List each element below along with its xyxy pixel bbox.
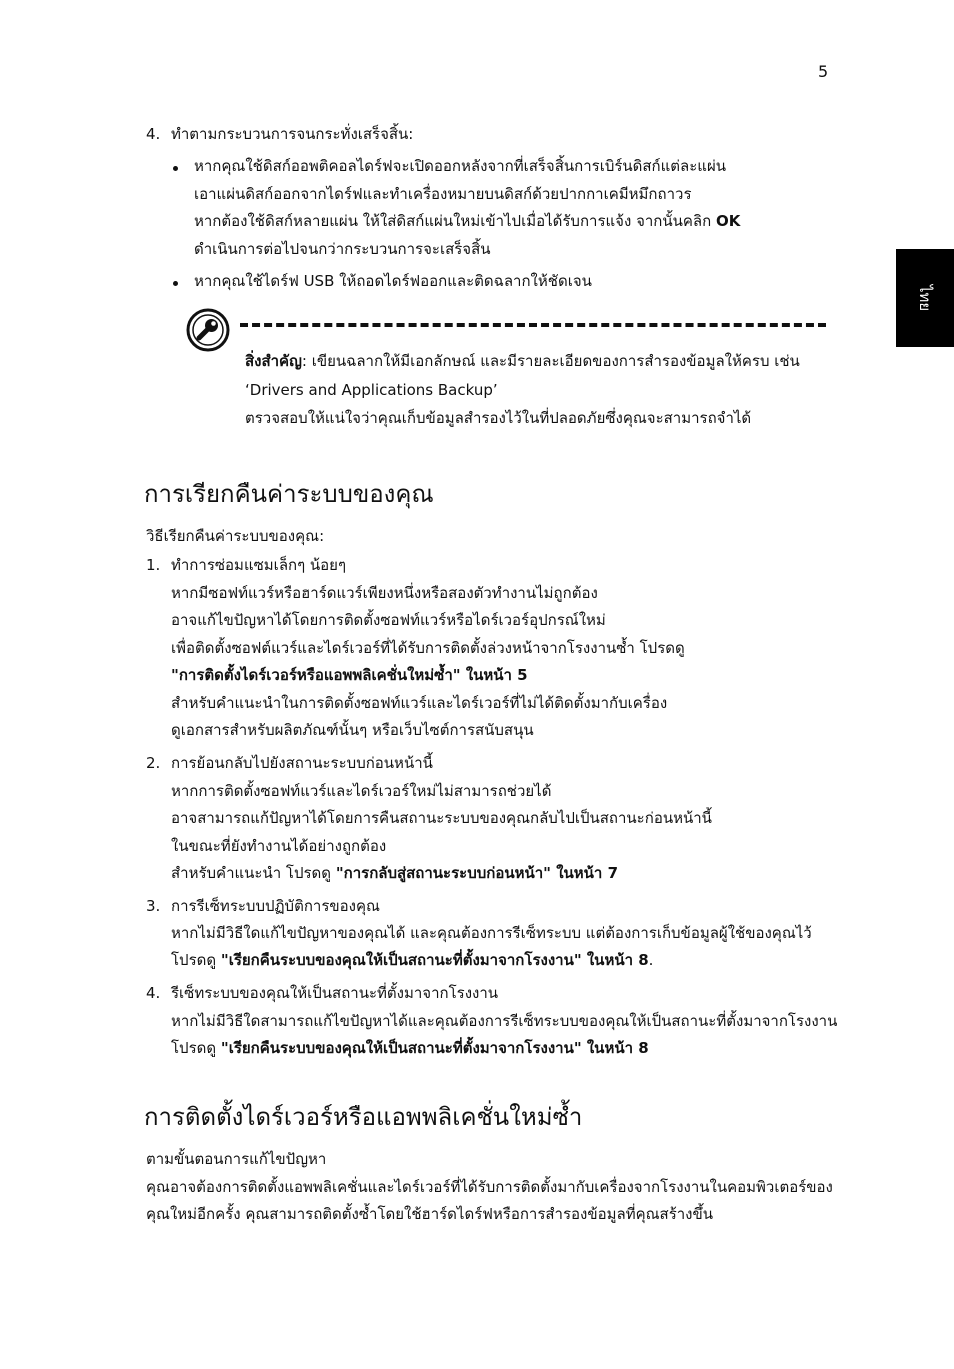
page-number: 5 (818, 62, 829, 81)
item-4-line-1: หากไม่มีวิธีใดสามารถแก้ไขปัญหาได้และคุณต้องการรีเซ็ทระบบของคุณให้เป็นสถานะที่ตั้งมาจากโรงงาน (171, 1012, 838, 1030)
important-label: สิ่งสำคัญ (245, 352, 302, 370)
item-1-title: ทำการซ่อมแซมเล็กๆ น้อยๆ (171, 556, 347, 574)
item-1-reference-link[interactable]: "การติดตั้งไดร์เวอร์หรือแอพพลิเคชั่นใหม่ซ้ำ" ในหน้า 5 (171, 666, 528, 684)
wrench-icon (186, 308, 230, 352)
item-2-line-4-text: สำหรับคำแนะนำ โปรดดู (171, 864, 336, 882)
item-2-reference-link[interactable]: "การกลับสู่สถานะระบบก่อนหน้า" ในหน้า 7 (335, 864, 619, 882)
item-2-line-2: อาจสามารถแก้ปัญหาได้โดยการคืนสถานะระบบของคุณกลับไปเป็นสถานะก่อนหน้านี้ (171, 809, 712, 827)
note-line-1-text: : เขียนฉลากให้มีเอกลักษณ์ และมีรายละเอียดของการสำรองข้อมูลให้ครบ เช่น (301, 352, 800, 370)
item-3-line-2-text: โปรดดู (171, 951, 221, 969)
item-2-line-1: หากการติดตั้งซอฟท์แวร์และไดร์เวอร์ใหม่ไม่สามารถช่วยได้ (171, 782, 552, 800)
item-4-number: 4. (146, 984, 161, 1002)
item-4-line-2 (171, 1039, 649, 1057)
bullet-dot (173, 281, 178, 286)
section-1-intro: วิธีเรียกคืนค่าระบบของคุณ: (146, 527, 325, 545)
item-3-line-1: หากไม่มีวิธีใดแก้ไขปัญหาของคุณได้ และคุณต้องการรีเซ็ทระบบ แต่ต้องการเก็บข้อมูลผู้ใช้ของคุณไว้ (171, 924, 812, 942)
section-2-line-1: คุณอาจต้องการติดตั้งแอพพลิเคชั่นและไดร์เวอร์ที่ได้รับการติดตั้งมากับเครื่องจากโรงงานในคอมพิวเตอร์ของ (146, 1178, 833, 1196)
section-heading-reinstall: การติดตั้งไดร์เวอร์หรือแอพพลิเคชั่นใหม่ซ้ำ (144, 1103, 583, 1131)
bullet-dot (173, 166, 178, 171)
item-3-reference-link[interactable]: "เรียกคืนระบบของคุณให้เป็นสถานะที่ตั้งมาจากโรงงาน" ในหน้า 8 (220, 951, 649, 969)
bullet-1-line-3 (194, 212, 740, 230)
item-3-line-2 (171, 951, 653, 969)
step-4-text: ทำตามกระบวนการจนกระทั่งเสร็จสิ้น: (171, 125, 414, 143)
item-1-line-6: ดูเอกสารสำหรับผลิตภัณฑ์นั้นๆ หรือเว็บไซต์การสนับสนุน (171, 721, 534, 739)
section-2-intro: ตามขั้นตอนการแก้ไขปัญหา (146, 1150, 327, 1168)
item-4-title: รีเซ็ทระบบของคุณให้เป็นสถานะที่ตั้งมาจากโรงงาน (171, 984, 499, 1002)
item-2-title: การย้อนกลับไปยังสถานะระบบก่อนหน้านี้ (171, 754, 433, 772)
ok-label: OK (715, 212, 741, 230)
item-4-line-2-text: โปรดดู (171, 1039, 221, 1057)
note-line-2: ‘Drivers and Applications Backup’ (245, 381, 498, 399)
item-1-line-2: อาจแก้ไขปัญหาได้โดยการติดตั้งซอฟท์แวร์หรือไดร์เวอร์อุปกรณ์ใหม่ (171, 611, 606, 629)
item-2-line-4 (171, 864, 618, 882)
item-1-line-5: สำหรับคำแนะนำในการติดตั้งซอฟท์แวร์และไดร์เวอร์ที่ไม่ได้ติดตั้งมากับเครื่อง (171, 694, 668, 712)
item-2-line-3: ในขณะที่ยังทำงานได้อย่างถูกต้อง (171, 837, 387, 855)
item-3-line-2-end: . (648, 951, 654, 969)
note-line-1 (245, 352, 800, 370)
bullet-1-line-1: หากคุณใช้ดิสก์ออพติคอลไดร์ฟจะเปิดออกหลังจากที่เสร็จสิ้นการเบิร์นดิสก์แต่ละแผ่น (194, 157, 726, 175)
section-heading-restore: การเรียกคืนค่าระบบของคุณ (144, 480, 434, 508)
note-line-3: ตรวจสอบให้แน่ใจว่าคุณเก็บข้อมูลสำรองไว้ในที่ปลอดภัยซึ่งคุณจะสามารถจำได้ (245, 409, 752, 427)
bullet-1-line-4: ดำเนินการต่อไปจนกว่ากระบวนการจะเสร็จสิ้น (194, 240, 491, 258)
section-2-line-2: คุณใหม่อีกครั้ง คุณสามารถติดตั้งซ้ำโดยใช้ฮาร์ดไดร์ฟหรือการสำรองข้อมูลที่คุณสร้างขึ้น (146, 1205, 714, 1223)
item-4-reference-link[interactable]: "เรียกคืนระบบของคุณให้เป็นสถานะที่ตั้งมาจากโรงงาน" ในหน้า 8 (220, 1039, 649, 1057)
language-side-tab (896, 249, 954, 347)
bullet-1-line-3-text: หากต้องใช้ดิสก์หลายแผ่น ให้ใส่ดิสก์แผ่นใหม่เข้าไปเมื่อได้รับการแจ้ง จากนั้นคลิก (194, 212, 716, 230)
bullet-1-line-2: เอาแผ่นดิสก์ออกจากไดร์ฟและทำเครื่องหมายบนดิสก์ด้วยปากกาเคมีหมึกถาวร (194, 185, 692, 203)
step-4-number: 4. (146, 125, 161, 143)
item-1-line-1: หากมีซอฟท์แวร์หรือฮาร์ดแวร์เพียงหนึ่งหรือสองตัวทำงานไม่ถูกต้อง (171, 584, 598, 602)
side-tab-label: ไทย (916, 284, 934, 312)
bullet-2-text: หากคุณใช้ไดร์ฟ USB ให้ถอดไดร์ฟออกและติดฉลากให้ชัดเจน (194, 272, 592, 290)
item-2-number: 2. (146, 754, 161, 772)
item-1-line-3: เพื่อติดตั้งซอฟต์แวร์และไดร์เวอร์ที่ได้รับการติดตั้งล่วงหน้าจากโรงงานซ้ำ โปรดดู (171, 639, 685, 657)
note-divider (240, 323, 826, 327)
item-1-number: 1. (146, 556, 161, 574)
item-3-title: การรีเซ็ทระบบปฏิบัติการของคุณ (171, 897, 380, 915)
item-3-number: 3. (146, 897, 161, 915)
